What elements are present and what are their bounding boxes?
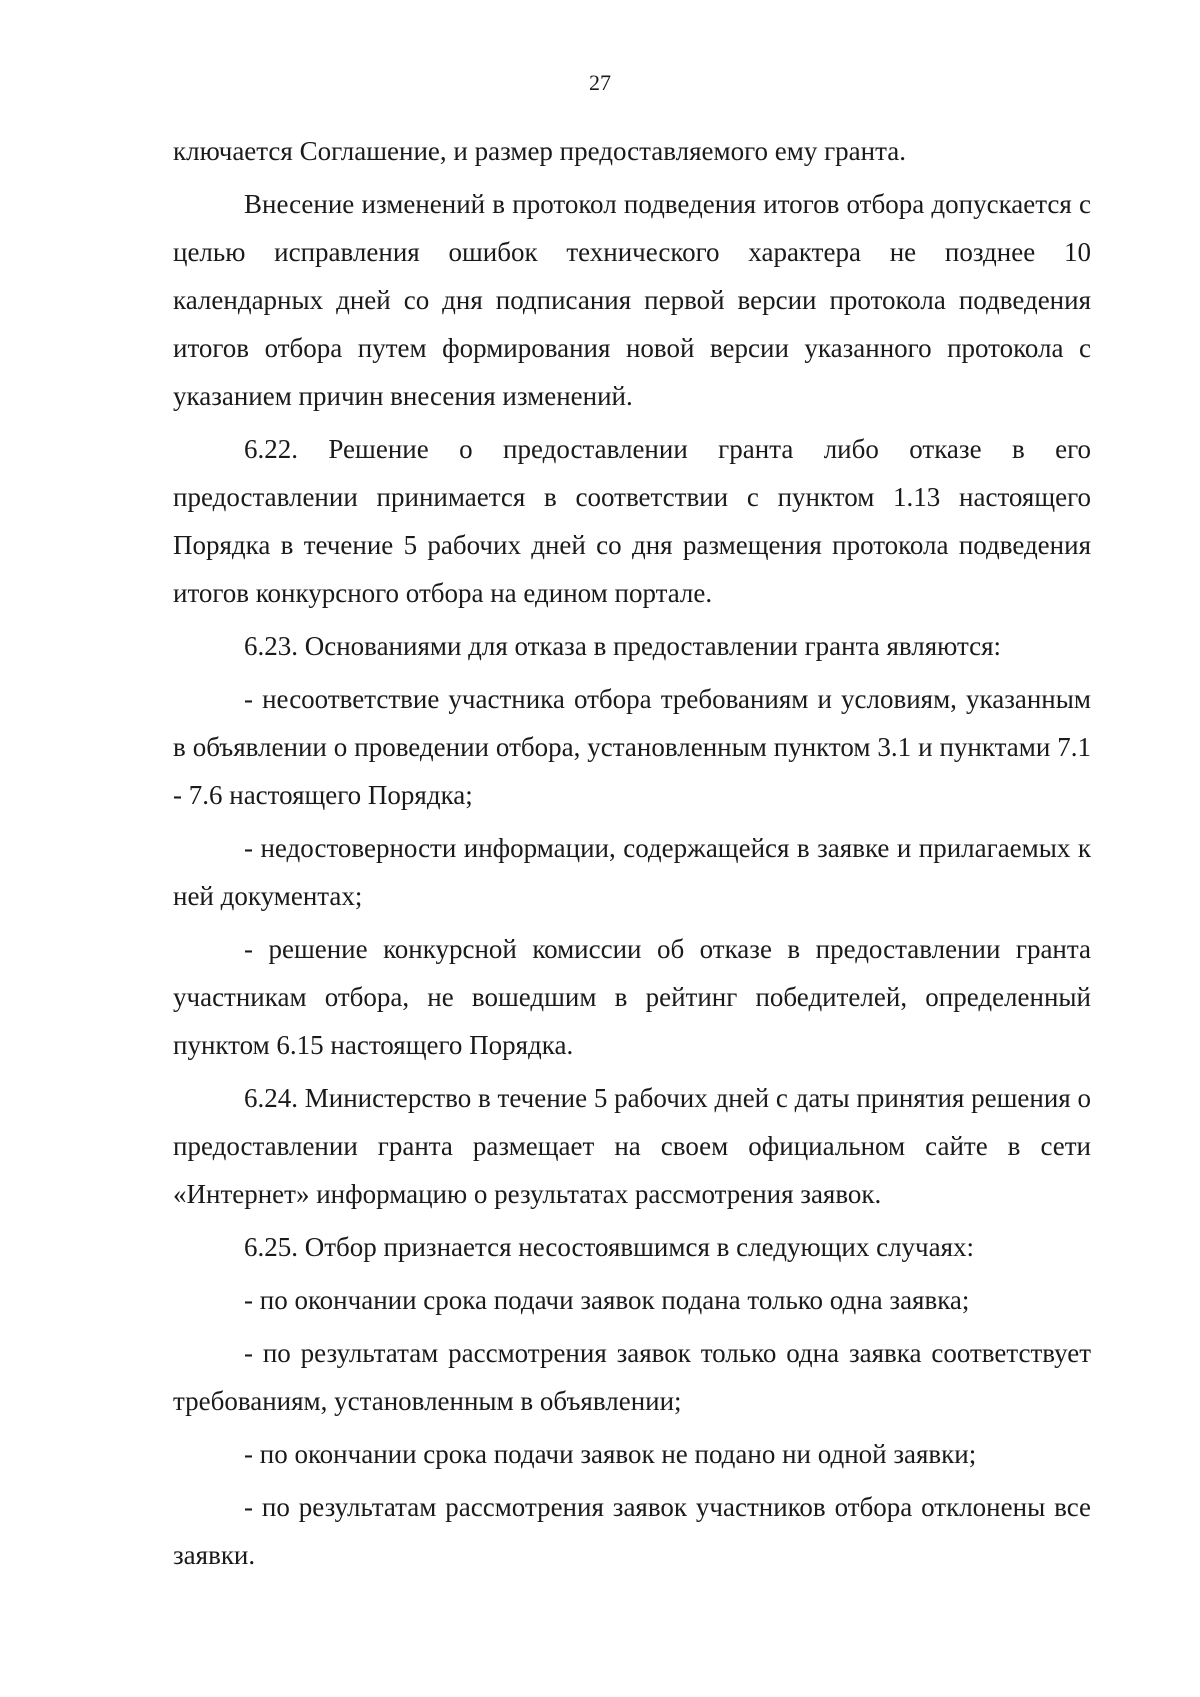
list-item-one-compliant: - по результатам рассмотрения заявок только одна заявка соответствует требованиям, установленным в объявлении; [173,1338,1091,1416]
paragraph-6-24: 6.24. Министерство в течение 5 рабочих дней с даты принятия решения о предоставлении гранта размещает на своем официальном сайте в сети «Интернет» информацию о результатах рассмотрения заявок. [173,1083,1091,1209]
paragraph-protocol-changes: Внесение изменений в протокол подведения итогов отбора допускается с целью исправления ошибок технического характера не позднее 10 календарных дней со дня подписания первой версии протокола подведения итогов отбора путем формирования новой версии указанного протокола с указанием причин внесения изменений. [173,189,1091,411]
list-item-no-applications: - по окончании срока подачи заявок не подано ни одной заявки; [244,1439,977,1469]
list-item-one-application: - по окончании срока подачи заявок подана только одна заявка; [244,1285,970,1315]
paragraph-6-23: 6.23. Основаниями для отказа в предоставлении гранта являются: [244,631,1002,661]
paragraph-6-25: 6.25. Отбор признается несостоявшимся в следующих случаях: [244,1232,975,1262]
page-number: 27 [589,70,611,95]
document-body [173,127,1091,1584]
paragraph-agreement-continuation: ключается Соглашение, и размер предоставляемого ему гранта. [173,136,906,166]
list-item-noncompliance: - несоответствие участника отбора требованиям и условиям, указанным в объявлении о проведении отбора, установленным пунктом 3.1 и пунктами 7.1 - 7.6 настоящего Порядка; [173,684,1091,810]
list-item-unreliable-info: - недостоверности информации, содержащейся в заявке и прилагаемых к ней документах; [173,833,1091,911]
list-item-all-rejected: - по результатам рассмотрения заявок участников отбора отклонены все заявки. [173,1492,1091,1570]
paragraph-6-22: 6.22. Решение о предоставлении гранта либо отказе в его предоставлении принимается в соответствии с пунктом 1.13 настоящего Порядка в течение 5 рабочих дней со дня размещения протокола подведения итогов конкурсного отбора на едином портале. [173,434,1091,608]
list-item-commission-decision: - решение конкурсной комиссии об отказе в предоставлении гранта участникам отбора, не вошедшим в рейтинг победителей, определенный пунктом 6.15 настоящего Порядка. [173,934,1091,1060]
